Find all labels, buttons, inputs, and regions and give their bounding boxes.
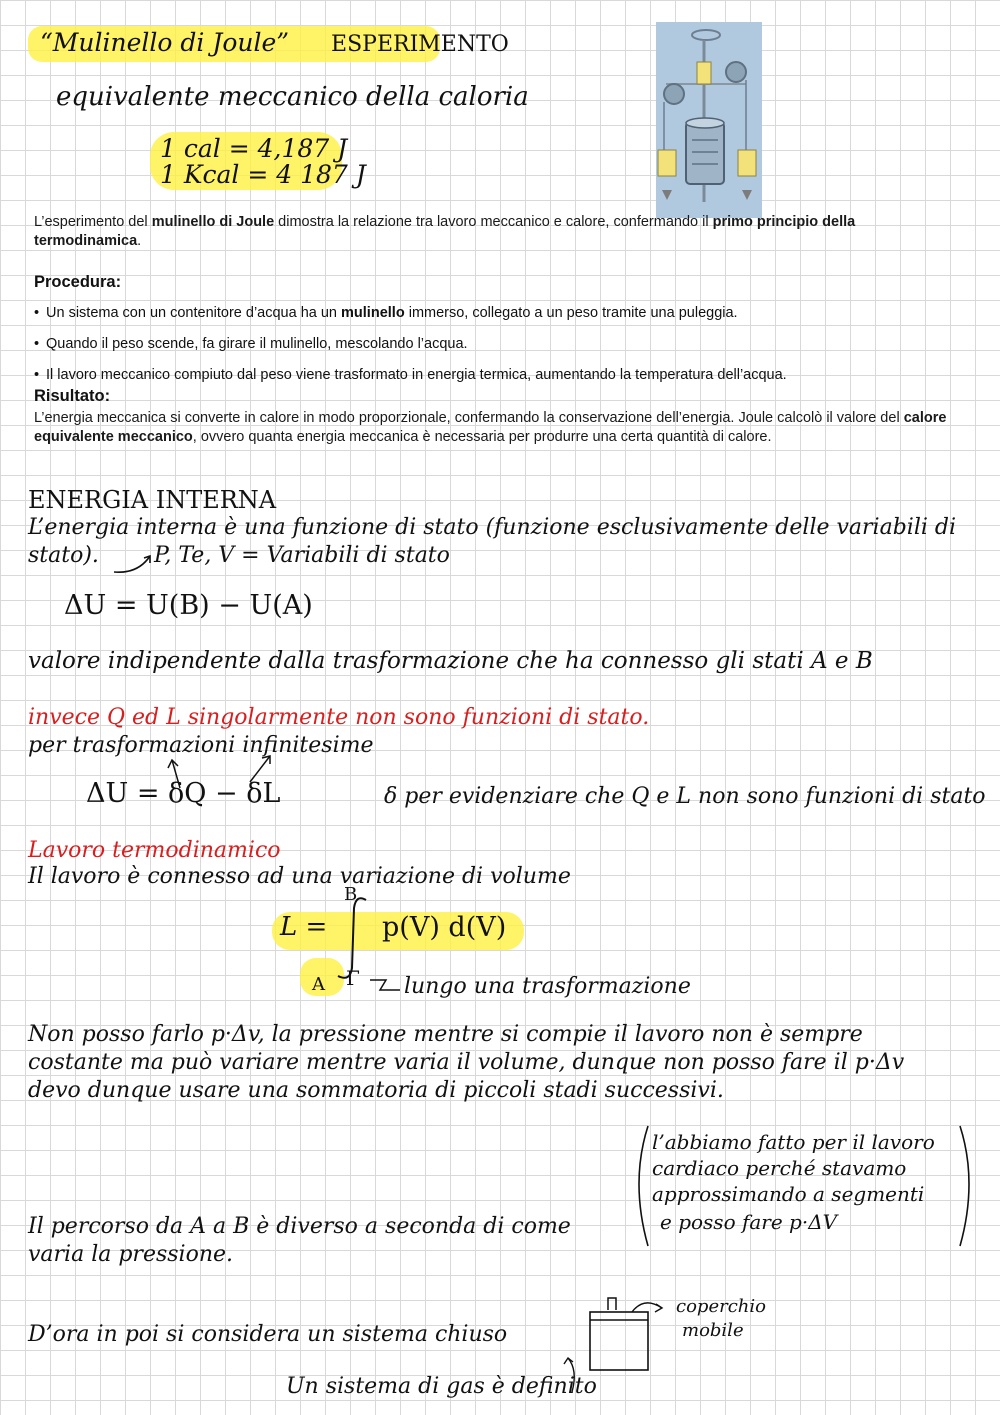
procedure-bullet-2 [34, 336, 964, 352]
indipendente-line: valore indipendente dalla trasformazione che ha connesso gli stati A e B [28, 648, 873, 674]
equation-kcal: 1 Kcal = 4 187 J [160, 160, 366, 189]
lavoro-line: Il lavoro è connesso ad una variazione di volume [28, 864, 571, 889]
infinitesime-arrows [150, 752, 290, 792]
percorso-line1: Il percorso da A a B è diverso a seconda di come [28, 1214, 571, 1239]
lungo-trasformazione: lungo una trasformazione [404, 974, 691, 999]
sistema-chiuso-line: D’ora in poi si considera un sistema chiuso [28, 1322, 508, 1347]
integral-gamma: Γ [346, 966, 360, 990]
experiment-label: ESPERIMENTO [331, 32, 509, 57]
delta-u-definition: ΔU = U(B) − U(A) [64, 590, 313, 621]
parenthetical-line2: cardiaco perché stavamo [652, 1156, 907, 1180]
intro-bold-2: primo principio della termodinamica [34, 214, 856, 249]
joule-apparatus-drawing [656, 22, 762, 218]
calorie-equations [150, 132, 366, 190]
result-text-2: , ovvero quanta energia meccanica è necessaria per produrre una certa quantità di calore. [192, 429, 772, 445]
invece-line: invece Q ed L singolarmente non sono funzioni di stato. [28, 705, 650, 730]
equation-cal: 1 cal = 4,187 J [160, 134, 348, 163]
bullet-dot: • [34, 305, 40, 321]
integral-upper-limit: B [344, 884, 358, 905]
bullet3-text: Il lavoro meccanico compiuto dal peso viene trasformato in energia termica, aumentando la temperatura dell’acqua. [46, 367, 787, 383]
energia-interna-title: ENERGIA INTERNA [28, 486, 277, 514]
infinitesime-line: per trasformazioni infinitesime [28, 733, 374, 758]
delta-note: δ per evidenziare che Q e L non sono funzioni di stato [384, 784, 986, 809]
energia-interna-line1: L’energia interna è una funzione di stato (funzione esclusivamente delle variabili di [28, 515, 957, 540]
title-text: “Mulinello di Joule” [40, 28, 290, 57]
parenthetical-line1: l’abbiamo fatto per il lavoro [652, 1130, 935, 1154]
lavoro-termodinamico-title: Lavoro termodinamico [28, 838, 281, 863]
bullet1-text-2: immerso, collegato a un peso tramite una puleggia. [404, 305, 738, 321]
state-variables: P, Te, V = Variabili di stato [154, 543, 450, 568]
intro-bold-1: mulinello di Joule [151, 214, 275, 230]
title [28, 26, 509, 62]
non-posso-line1: Non posso farlo p·Δv, la pressione mentre si compie il lavoro non è sempre [28, 1022, 863, 1047]
bullet2-text: Quando il peso scende, fa girare il mulinello, mescolando l’acqua. [46, 336, 468, 352]
bullet1-text-1: Un sistema con un contenitore d’acqua ha un [46, 305, 342, 321]
intro-paragraph [34, 213, 934, 251]
intro-text-1: L’esperimento del [34, 214, 152, 230]
bullet-dot: • [34, 367, 40, 383]
result-heading: Risultato: [34, 387, 111, 405]
integral-body: p(V) d(V) [382, 912, 507, 943]
bullet1-bold: mulinello [341, 305, 405, 321]
intro-text-3: . [137, 233, 142, 249]
result-bold: calore equivalente meccanico [34, 410, 947, 445]
parenthetical-line4: e posso fare p·ΔV [660, 1210, 838, 1234]
delta-formula: ΔU = δQ − δL [86, 778, 281, 809]
state-arrow [110, 550, 160, 580]
energia-interna-line2: stato). [28, 543, 99, 568]
subtitle: equivalente meccanico della caloria [56, 82, 529, 112]
non-posso-line3: devo dunque usare una sommatoria di piccoli stadi successivi. [28, 1078, 724, 1103]
procedure-heading: Procedura: [34, 273, 122, 291]
sistema-gas-line: Un sistema di gas è definito [286, 1374, 597, 1399]
bullet-dot: • [34, 336, 40, 352]
result-text-1: L’energia meccanica si converte in calore in modo proporzionale, confermando la conservazione dell’energia. Joule calcolò il valore del [34, 410, 904, 426]
procedure-bullet-3 [34, 367, 964, 383]
procedure-bullet-1 [34, 305, 964, 321]
parenthetical-line3: approssimando a segmenti [652, 1182, 925, 1206]
lungo-arrow [366, 972, 406, 996]
non-posso-line2: costante ma può variare mentre varia il volume, dunque non posso fare il p·Δv [28, 1050, 905, 1075]
joule-apparatus-image [656, 22, 762, 218]
integral-lhs: L = [280, 912, 328, 942]
mobile-label: mobile [682, 1320, 744, 1341]
result-paragraph [34, 409, 974, 447]
intro-text-2: dimostra la relazione tra lavoro meccanico e calore, confermando il [274, 214, 713, 230]
coperchio-label: coperchio [676, 1296, 766, 1317]
percorso-line2: varia la pressione. [28, 1242, 234, 1267]
integral-lower-limit: A [312, 974, 325, 995]
